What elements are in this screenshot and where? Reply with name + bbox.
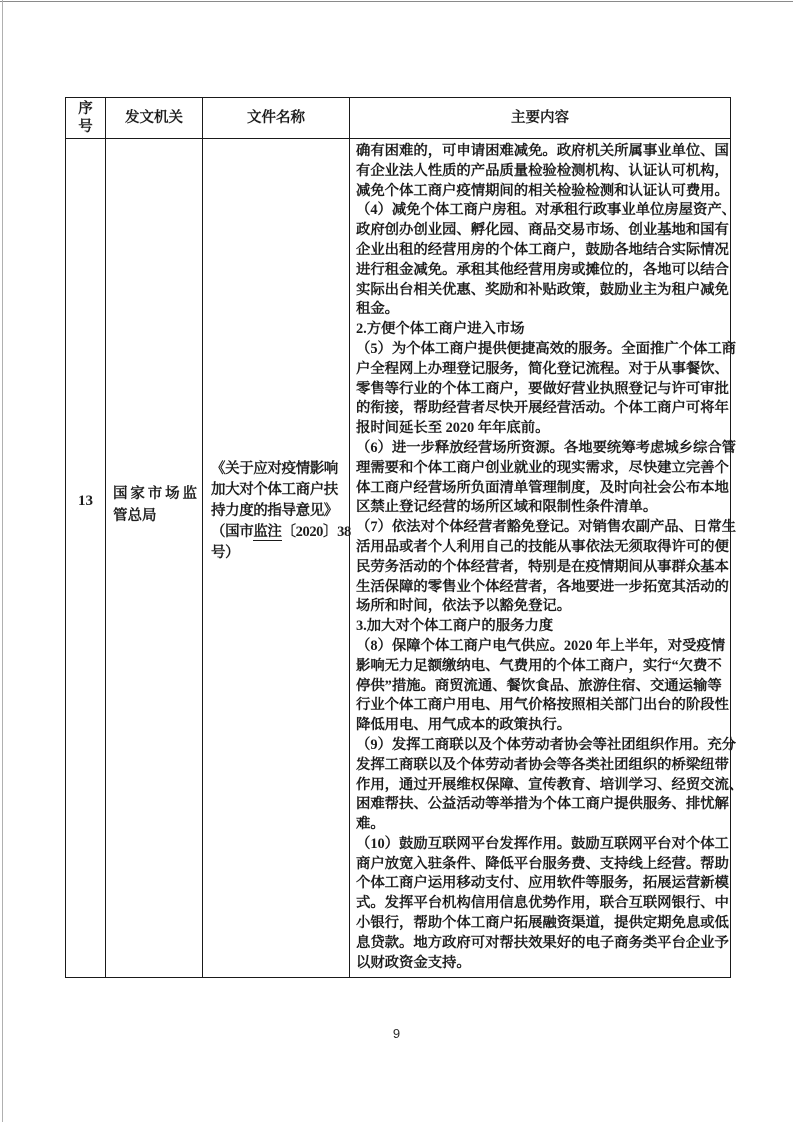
text-line: 2.方便个体工商户进入市场: [356, 321, 525, 338]
text-line: 报时间延长至 2020 年年底前。: [356, 420, 550, 437]
cell-agency: [106, 139, 203, 977]
text-line: 有企业法人性质的产品质量检验检测机构、认证认可机构，: [356, 162, 729, 179]
header-label-serial: 序号: [78, 101, 93, 135]
text-line: 困难帮扶、公益活动等举措为个体工商户提供服务、排忧解: [356, 796, 729, 813]
document-title: [211, 459, 351, 564]
page-edge-artifact-top: [0, 1, 793, 2]
text-line: 确有困难的，可申请困难减免。政府机关所属事业单位、国: [356, 143, 729, 159]
text-line: 实际出台相关优惠、奖励和补贴政策，鼓励业主为租户减免: [356, 281, 729, 298]
text-line: （6）进一步释放经营场所资源。各地要统筹考虑城乡综合管: [356, 439, 737, 456]
text-line: 小银行，帮助个体工商户拓展融资渠道，提供定期免息或低: [356, 915, 729, 932]
text-line: （8）保障个体工商户电气供应。2020 年上半年，对受疫情: [356, 637, 726, 654]
text-line: 的衔接，帮助经营者尽快开展经营活动。个体工商户可将年: [356, 400, 729, 417]
text-line: 3.加大对个体工商户的服务力度: [356, 618, 554, 635]
text-line: 发挥工商联以及个体劳动者协会等各类社团组织的桥梁纽带: [356, 756, 729, 773]
header-label-main-content: 主要内容: [511, 110, 569, 126]
header-cell-agency: [106, 98, 203, 138]
text-line: （国市监注〔2020〕38: [211, 524, 351, 540]
text-line: 加大对个体工商户扶: [211, 482, 338, 498]
text-line: 难。: [356, 816, 385, 833]
text-line: （9）发挥工商联以及个体劳动者协会等社团组织作用。充分: [356, 736, 737, 753]
header-label-doc-name: 文件名称: [247, 110, 305, 126]
text-line: 个体工商户运用移动支付、应用软件等服务，拓展运营新模: [356, 875, 729, 892]
header-label-agency: 发文机关: [125, 110, 183, 126]
text-line: 体工商户经营场所负面清单管理制度，及时向社会公布本地: [356, 479, 729, 496]
agency-name: 国家市场监管总局: [113, 486, 197, 524]
text-line: 场所和时间，依法予以豁免登记。: [356, 598, 572, 615]
text-line: 《关于应对疫情影响: [211, 461, 338, 477]
text-line: 号）: [211, 545, 240, 561]
main-content-text: [350, 139, 744, 973]
page-number: 9: [392, 1026, 401, 1041]
text-line: 影响无力足额缴纳电、气费用的个体工商户，实行“欠费不: [356, 657, 722, 674]
text-line: 息贷款。地方政府可对帮扶效果好的电子商务类平台企业予: [356, 934, 729, 951]
text-line: 式。发挥平台机构信用信息优势作用，联合互联网银行、中: [356, 895, 729, 912]
cell-doc-name: [203, 139, 350, 977]
text-line: （10）鼓励互联网平台发挥作用。鼓励互联网平台对个体工: [356, 835, 729, 852]
text-line: 行业个体工商户用电、用气价格按照相关部门出台的阶段性: [356, 697, 729, 714]
text-line: （5）为个体工商户提供便捷高效的服务。全面推广个体工商: [356, 340, 737, 357]
document-table: [65, 97, 744, 978]
page-edge-artifact-left: [2, 0, 3, 1122]
text-line: 零售等行业的个体工商户，要做好营业执照登记与许可审批: [356, 380, 729, 397]
text-line: 降低用电、用气成本的政策执行。: [356, 717, 572, 734]
text-line: 活用品或者个人利用自己的技能从事依法无须取得许可的便: [356, 538, 729, 555]
header-cell-main-content: [350, 98, 730, 138]
text-line: 户全程网上办理登记服务，简化登记流程。对于从事餐饮、: [356, 360, 729, 377]
text-line: 减免个体工商户疫情期间的相关检验检测和认证认可费用。: [356, 182, 729, 199]
text-line: 租金。: [356, 301, 400, 318]
text-line: 进行租金减免。承租其他经营用房或摊位的，各地可以结合: [356, 261, 729, 278]
table-row: [66, 139, 744, 977]
text-line: 生活保障的零售业个体经营者，各地要进一步拓宽其活动的: [356, 578, 729, 595]
table-header-row: [66, 98, 730, 139]
text-line: 企业出租的经营用房的个体工商户，鼓励各地结合实际情况: [356, 241, 729, 258]
text-line: （4）减免个体工商户房租。对承租行政事业单位房屋资产、: [356, 202, 737, 219]
text-line: 持力度的指导意见》: [211, 503, 338, 519]
text-line: 区禁止登记经营的场所区域和限制性条件清单。: [356, 499, 658, 516]
cell-main-content: [350, 139, 744, 977]
text-line: 以财政资金支持。: [356, 954, 471, 971]
text-line: 政府创办创业园、孵化园、商品交易市场、创业基地和国有: [356, 222, 729, 239]
text-line: 作用，通过开展维权保障、宣传教育、培训学习、经贸交流、: [356, 776, 744, 793]
text-line: 民劳务活动的个体经营者，特别是在疫情期间从事群众基本: [356, 558, 729, 575]
text-line: 理需要和个体工商户创业就业的现实需求，尽快建立完善个: [356, 459, 729, 476]
cell-serial: [66, 139, 106, 977]
header-cell-doc-name: [203, 98, 350, 138]
serial-number: 13: [78, 493, 93, 509]
text-line: 商户放宽入驻条件、降低平台服务费、支持线上经营。帮助: [356, 855, 729, 872]
header-cell-serial: [66, 98, 106, 138]
text-line: 停供”措施。商贸流通、餐饮食品、旅游住宿、交通运输等: [356, 677, 722, 694]
text-line: （7）依法对个体经营者豁免登记。对销售农副产品、日常生: [356, 519, 737, 536]
